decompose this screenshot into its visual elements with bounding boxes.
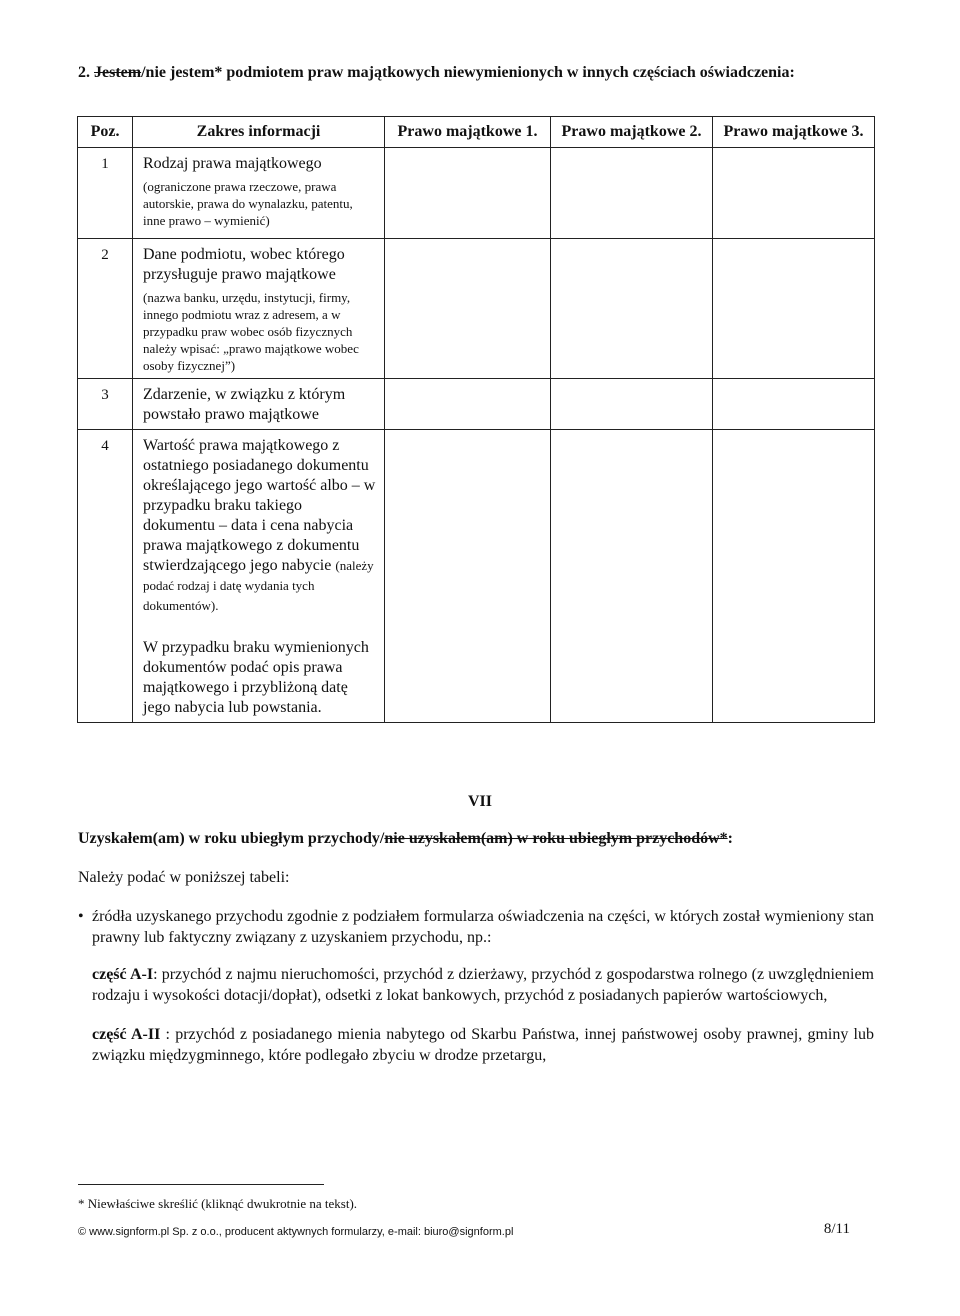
part-a2-label: część A-II <box>92 1026 161 1043</box>
bullet-item <box>78 906 874 948</box>
page-number: 8/11 <box>823 1221 850 1237</box>
right-2-cell[interactable] <box>551 239 713 379</box>
row-description <box>133 239 385 379</box>
footer-credit: © www.signform.pl Sp. z o.o., producent aktywnych formularzy, e-mail: biuro@signform.pl <box>78 1226 514 1238</box>
header-right-3: Prawo majątkowe 3. <box>713 117 875 148</box>
table-row <box>78 239 875 379</box>
section-2-number: 2. <box>78 64 90 81</box>
right-3-cell[interactable] <box>713 148 875 239</box>
footnote-divider <box>78 1184 324 1185</box>
row-description <box>133 430 385 723</box>
row-number: 3 <box>78 379 133 430</box>
right-1-cell[interactable] <box>385 148 551 239</box>
footnote: * Niewłaściwe skreślić (kliknąć dwukrotnie na tekst). <box>78 1196 358 1211</box>
header-pos: Poz. <box>78 117 133 148</box>
row-number: 2 <box>78 239 133 379</box>
right-2-cell[interactable] <box>551 148 713 239</box>
part-a1-text: : przychód z najmu nieruchomości, przychód z dzierżawy, przychód z gospodarstwa rolnego (z uwzględnieniem rodzaju i wysokości dotacji/dopłat), odsetki z lokat bankowych, przychód z posiadanych papierów wartościowych, <box>92 966 875 1004</box>
row-extra-label: W przypadku braku wymienionych dokumentów podać opis prawa majątkowego i przybliżoną datę jego nabycia lub powstania. <box>143 639 369 716</box>
income-statement <box>78 830 733 848</box>
table-row <box>78 430 875 723</box>
row-description <box>133 148 385 239</box>
income-statement-text[interactable]: Uzyskałem(am) w roku ubiegłym przychody/ <box>78 830 385 847</box>
part-a1-paragraph <box>92 964 874 1006</box>
right-1-cell[interactable] <box>385 430 551 723</box>
table-instruction: Należy podać w poniższej tabeli: <box>78 869 290 886</box>
right-3-cell[interactable] <box>713 379 875 430</box>
section-2-struck-option[interactable]: Jestem <box>94 64 142 81</box>
header-scope: Zakres informacji <box>133 117 385 148</box>
row-main-label: Rodzaj prawa majątkowego <box>143 155 322 172</box>
row-description <box>133 379 385 430</box>
section-2-heading <box>78 64 795 82</box>
header-right-1: Prawo majątkowe 1. <box>385 117 551 148</box>
row-main-label: Dane podmiotu, wobec którego przysługuje prawo majątkowe <box>143 246 345 283</box>
income-statement-struck[interactable]: nie uzyskałem(am) w roku ubiegłym przychodów* <box>384 830 728 847</box>
row-sub-label: (nazwa banku, urzędu, instytucji, firmy, innego podmiotu wraz z adresem, a w przypadku praw wobec osób fizycznych należy wpisać: „prawo majątkowe wobec osoby fizycznej”) <box>143 290 359 373</box>
part-a1-label: część A-I <box>92 966 154 983</box>
table-row <box>78 379 875 430</box>
row-main-label: Zdarzenie, w związku z którym powstało prawo majątkowe <box>143 386 346 423</box>
bullet-icon: • <box>78 908 84 925</box>
bullet-text: źródła uzyskanego przychodu zgodnie z podziałem formularza oświadczenia na części, w których został wymieniony stan prawny lub faktyczny związany z uzyskaniem przychodu, np.: <box>92 908 874 946</box>
header-right-2: Prawo majątkowe 2. <box>551 117 713 148</box>
right-1-cell[interactable] <box>385 239 551 379</box>
part-a2-paragraph <box>92 1024 874 1066</box>
row-number: 1 <box>78 148 133 239</box>
part-a2-text: : przychód z posiadanego mienia nabytego od Skarbu Państwa, innej państwowej osoby prawnej, gminy lub związku międzygminnego, które podlegało zbyciu w drodze przetargu, <box>92 1026 874 1064</box>
row-number: 4 <box>78 430 133 723</box>
section-vii-title: VII <box>467 793 492 810</box>
income-statement-end: : <box>727 830 733 847</box>
property-rights-table <box>77 116 875 723</box>
section-2-statement: /nie jestem* podmiotem praw majątkowych niewymienionych w innych częściach oświadczenia: <box>141 64 795 81</box>
right-3-cell[interactable] <box>713 430 875 723</box>
row-main-label <box>143 436 376 616</box>
row-sub-label: (ograniczone prawa rzeczowe, prawa autorskie, prawa do wynalazku, patentu, inne prawo – wymienić) <box>143 179 353 228</box>
right-2-cell[interactable] <box>551 379 713 430</box>
table-header-row <box>78 117 875 148</box>
right-3-cell[interactable] <box>713 239 875 379</box>
row-main-text: Wartość prawa majątkowego z ostatniego posiadanego dokumentu określającego jego wartość albo – w przypadku braku takiego dokumentu – data i cena nabycia prawa majątkowego z dokumentu stwierdzającego jego nabycie <box>143 437 376 574</box>
table-row <box>78 148 875 239</box>
right-2-cell[interactable] <box>551 430 713 723</box>
right-1-cell[interactable] <box>385 379 551 430</box>
row-note-text: (należy podać rodzaj i datę wydania tych dokumentów). <box>143 558 374 613</box>
